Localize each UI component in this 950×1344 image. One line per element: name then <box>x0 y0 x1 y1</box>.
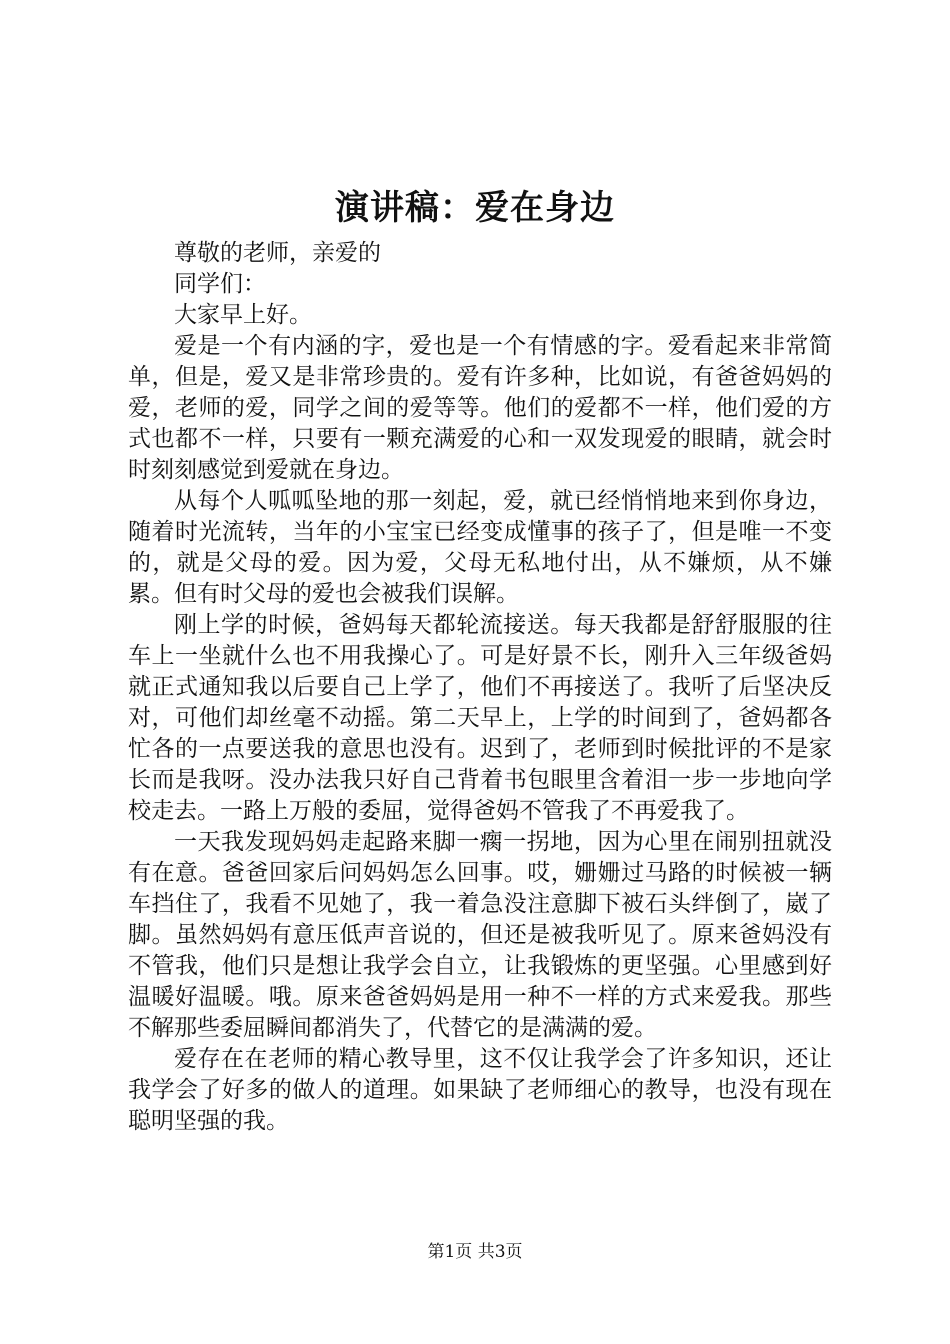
paragraph: 刚上学的时候，爸妈每天都轮流接送。每天我都是舒舒服服的往车上一坐就什么也不用我操心了。可是好景不长，刚升入三年级爸妈就正式通知我以后要自己上学了，他们不再接送了。我听了后坚决反对，可他们却丝毫不动摇。第二天早上，上学的时间到了，爸妈都各忙各的一点要送我的意思也没有。迟到了，老师到时候批评的不是家长而是我呀。没办法我只好自己背着书包眼里含着泪一步一步地向学校走去。一路上万般的委屈，觉得爸妈不管我了不再爱我了。 <box>128 612 832 824</box>
document-title: 演讲稿：爱在身边 <box>335 188 615 228</box>
paragraph: 爱是一个有内涵的字，爱也是一个有情感的字。爱看起来非常简单，但是，爱又是非常珍贵的。爱有许多种，比如说，有爸爸妈妈的爱，老师的爱，同学之间的爱等等。他们的爱都不一样，他们爱的方式也都不一样，只要有一颗充满爱的心和一双发现爱的眼睛，就会时时刻刻感觉到爱就在身边。 <box>128 333 832 483</box>
greeting: 大家早上好。 <box>174 302 312 328</box>
salutation-line-2: 同学们： <box>174 271 266 297</box>
salutation-line-1: 尊敬的老师，亲爱的 <box>174 240 381 266</box>
paragraph: 从每个人呱呱坠地的那一刻起，爱，就已经悄悄地来到你身边，随着时光流转，当年的小宝宝已经变成懂事的孩子了，但是唯一不变的，就是父母的爱。因为爱，父母无私地付出，从不嫌烦，从不嫌累。但有时父母的爱也会被我们误解。 <box>128 488 832 607</box>
page-footer: 第1页 共3页 <box>427 1242 523 1262</box>
paragraph: 爱存在在老师的精心教导里，这不仅让我学会了许多知识，还让我学会了好多的做人的道理。如果缺了老师细心的教导，也没有现在聪明坚强的我。 <box>128 1046 832 1134</box>
document-body <box>128 238 832 1137</box>
paragraph: 一天我发现妈妈走起路来脚一瘸一拐地，因为心里在闹别扭就没有在意。爸爸回家后问妈妈怎么回事。哎，姗姗过马路的时候被一辆车挡住了，我看不见她了，我一着急没注意脚下被石头绊倒了，崴了脚。虽然妈妈有意压低声音说的，但还是被我听见了。原来爸妈没有不管我，他们只是想让我学会自立，让我锻炼的更坚强。心里感到好温暖好温暖。哦。原来爸爸妈妈是用一种不一样的方式来爱我。那些不解那些委屈瞬间都消失了，代替它的是满满的爱。 <box>128 829 832 1041</box>
